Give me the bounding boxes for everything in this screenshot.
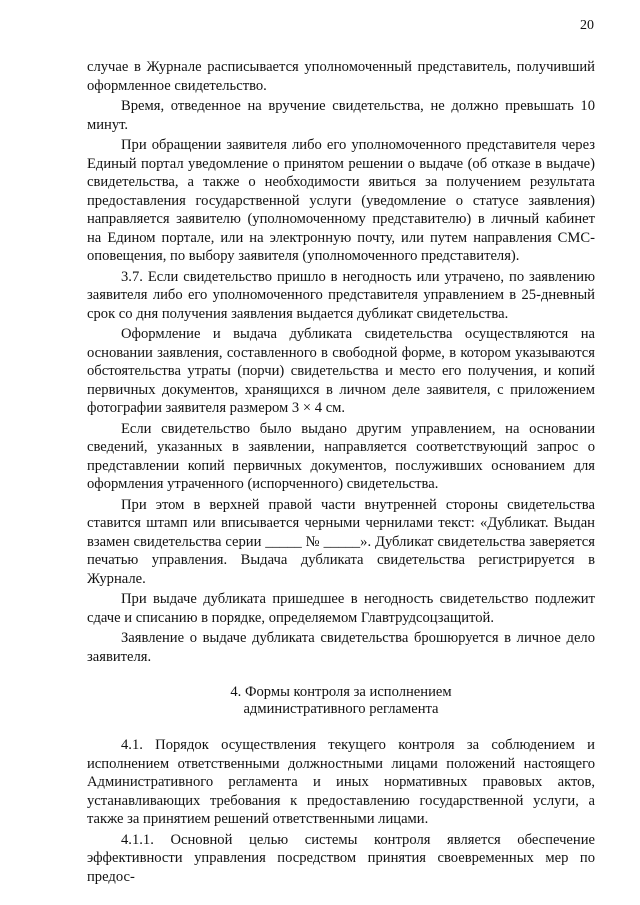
paragraph-other-office: Если свидетельство было выдано другим управлением, на основании сведений, указанных в заявлении, направляется соответствующий запрос о представлении копий первичных документов, послуживших основанием для оформления утраченного (испорченного) свидетельства. (87, 420, 595, 492)
page-number: 20 (580, 18, 594, 33)
paragraph-time-limit: Время, отведенное на вручение свидетельства, не должно превышать 10 минут. (87, 98, 595, 133)
paragraph-duplicate-issuance: Оформление и выдача дубликата свидетельства осуществляются на основании заявления, составленного в свободной форме, в котором указываются обстоятельства утраты (порчи) свидетельства и место его получения, и копий первичных документов, хранящихся в личном деле заявителя, с приложением фотографии заявителя размером 3 × 4 см. (87, 326, 595, 416)
paragraph-duplicate-stamp: При этом в верхней правой части внутренней стороны свидетельства ставится штамп или вписывается черными чернилами текст: «Дубликат. Выдан взамен свидетельства серии _____ № _____». Дубликат свидетельства заверяется печатью управления. Выдача дубликата свидетельства регистрируется в Журнале. (87, 496, 595, 587)
paragraph-3-7: 3.7. Если свидетельство пришло в негодность или утрачено, по заявлению заявителя либо его уполномоченного представителя управлением в 25-дневный срок со дня получения заявления выдается дубликат свидетельства. (87, 268, 595, 322)
paragraph-continuation: случае в Журнале расписывается уполномоченный представитель, получивший оформленное свидетельство. (87, 59, 595, 94)
paragraph-4-1-1: 4.1.1. Основной целью системы контроля является обеспечение эффективности управления посредством принятия своевременных мер по предос- (87, 831, 595, 885)
paragraph-personal-file: Заявление о выдаче дубликата свидетельства брошюруется в личное дело заявителя. (87, 630, 595, 665)
document-body (87, 58, 595, 888)
section-title-line-1: 4. Формы контроля за исполнением (230, 684, 452, 700)
section-4-heading (87, 684, 595, 718)
paragraph-4-1: 4.1. Порядок осуществления текущего контроля за соблюдением и исполнением ответственными должностными лицами положений настоящего Административного регламента и иных нормативных правовых актов, устанавливающих требования к предоставлению государственной услуги, а также за принятием решений ответственными лицами. (87, 737, 595, 827)
paragraph-portal-notice: При обращении заявителя либо его уполномоченного представителя через Единый портал уведомление о принятом решении о выдаче (об отказе в выдаче) свидетельства, а также о необходимости явиться за получением результата предоставления государственной услуги (уведомление о статусе заявления) направляется заявителю (уполномоченному представителю) в личный кабинет на Едином портале, или на электронную почту, или путем направления СМС-оповещения, по выбору заявителя (уполномоченного представителя). (87, 137, 595, 264)
section-title-line-2: административного регламента (243, 701, 439, 717)
paragraph-write-off: При выдаче дубликата пришедшее в негодность свидетельство подлежит сдаче и списанию в порядке, определяемом Главтрудсоцзащитой. (87, 591, 595, 626)
